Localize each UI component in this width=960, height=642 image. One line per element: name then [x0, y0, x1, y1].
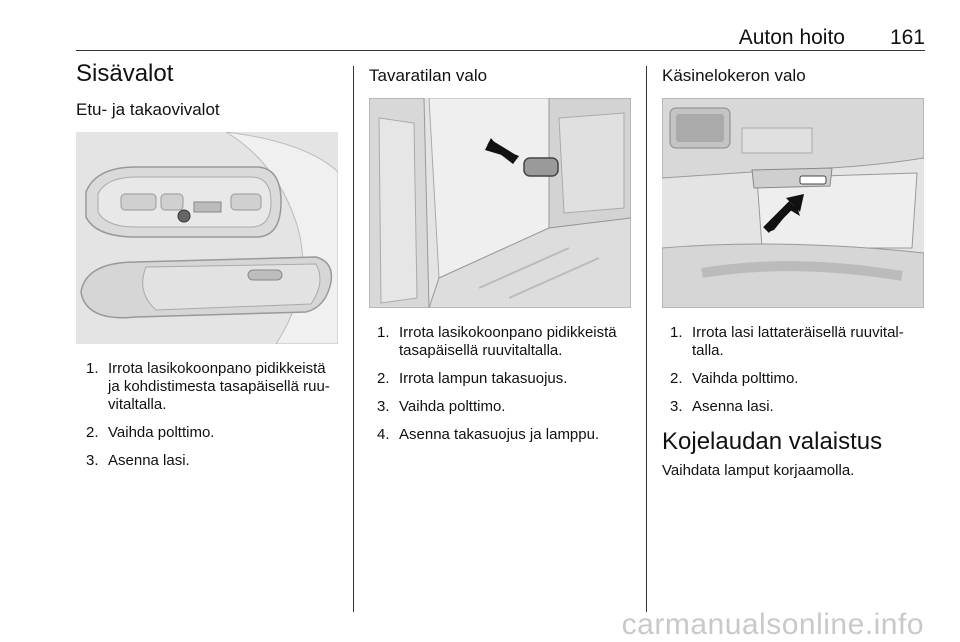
- glovebox-light-illustration: [662, 98, 924, 308]
- subsection-heading: Etu- ja takaovivalot: [76, 100, 220, 119]
- list-item: 3. Asenna lasi.: [670, 398, 774, 415]
- steps-list: [76, 360, 341, 470]
- list-item: 1. Irrota lasi lattateräisellä ruuvitaltalla.: [670, 324, 904, 359]
- list-item: 3. Vaihda polttimo.: [377, 398, 506, 415]
- subsection-heading: Käsinelokeron valo: [662, 66, 806, 85]
- steps-list: [662, 324, 927, 416]
- column-divider-1: [353, 66, 354, 612]
- list-item: 2. Vaihda polttimo.: [670, 370, 799, 387]
- header-title: Auton hoito: [738, 26, 845, 49]
- list-item: 2. Vaihda polttimo.: [86, 424, 215, 441]
- column-divider-2: [646, 66, 647, 612]
- section-heading: Sisävalot: [76, 60, 174, 87]
- steps-list: [369, 324, 635, 444]
- column-interior-lights: [76, 60, 341, 480]
- column-cargo-light: [369, 60, 635, 454]
- page-number: 161: [889, 26, 925, 49]
- list-item: 2. Irrota lampun takasuojus.: [377, 370, 568, 387]
- page-header: [76, 24, 925, 50]
- section-heading: Kojelaudan valaistus: [662, 428, 883, 455]
- door-light-illustration: [76, 132, 338, 344]
- list-item: 4. Asenna takasuojus ja lamppu.: [377, 426, 600, 443]
- subsection-heading: Tavaratilan valo: [369, 66, 488, 85]
- header-rule: [76, 50, 925, 51]
- column-glovebox-light: [662, 60, 927, 480]
- section-text: Vaihdata lamput korjaamolla.: [662, 462, 855, 479]
- list-item: 1. Irrota lasikokoonpano pidikkeistä tasapäisellä ruuvitaltalla.: [377, 324, 617, 359]
- list-item: 1. Irrota lasikokoonpano pidikkeistä ja kohdistimesta tasapäisellä ruuvitaltalla.: [86, 360, 330, 413]
- cargo-light-illustration: [369, 98, 631, 308]
- list-item: 3. Asenna lasi.: [86, 452, 190, 469]
- watermark: carmanualsonline.info: [621, 608, 924, 641]
